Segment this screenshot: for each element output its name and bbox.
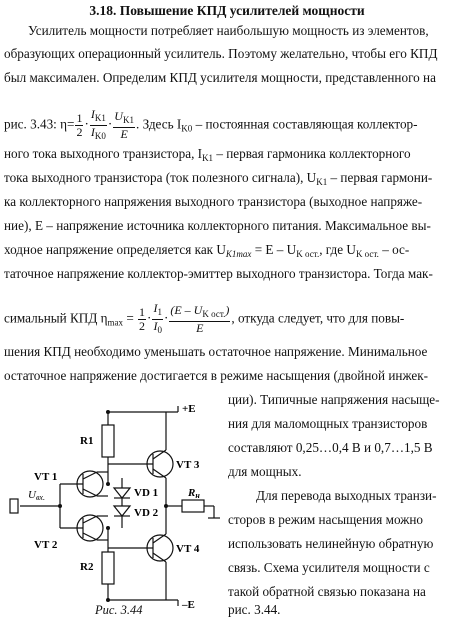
- label-plus-e: +E: [182, 403, 196, 415]
- text-line-1: Усилитель мощности потребляет наибольшую мощность из элементов,: [28, 23, 429, 38]
- text-line-9: ходное напряжение определяется как $U_{K1max} = E - U_{K ост.}$, где $U_{K ост.} - ос-$: [4, 242, 410, 259]
- text-line-13: остаточное напряжение достигается в режиме насыщения (двойной инжек-: [4, 368, 429, 383]
- text-line-2: образующих операционный усилитель. Поэтому желательно, чтобы его КПД: [4, 46, 438, 61]
- circuit-diagram: [0, 398, 220, 619]
- label-vt3: VT 3: [176, 459, 200, 471]
- fraction-voltage: $\frac{U_{K1}}{E}$: [114, 109, 134, 141]
- label-vt1: VT 1: [34, 471, 58, 483]
- right-line-8: связь. Схема усилителя мощности с: [228, 560, 430, 575]
- figure-caption: Рис. 3.44: [95, 603, 143, 617]
- label-minus-e: –E: [182, 599, 195, 611]
- label-vt4: VT 4: [176, 543, 200, 555]
- diode-vd1: [114, 488, 130, 498]
- resistor-rn: [182, 500, 204, 512]
- text-line-12: шения КПД необходимо уменьшать остаточное напряжение. Минимальное: [4, 344, 428, 359]
- input-terminal: [10, 499, 18, 513]
- resistor-r2: [102, 552, 114, 584]
- label-vd1: VD 1: [134, 487, 159, 499]
- label-r1: R1: [80, 435, 94, 447]
- section-heading: 3.18. Повышение КПД усилителей мощности: [89, 3, 365, 18]
- text-line-3: был максимален. Определим КПД усилителя мощности, представленного на: [4, 70, 436, 85]
- right-line-3: составляют 0,25…0,4 В и 0,7…1,5 В: [228, 440, 433, 455]
- right-line-9: такой обратной связью показана на: [228, 584, 426, 599]
- fraction-current-2: $\frac{I_1}{I_0}$: [153, 301, 162, 335]
- right-line-5: Для перевода выходных транзи-: [256, 488, 437, 503]
- label-vd2: VD 2: [134, 507, 159, 519]
- text-line-4-formula: рис. 3.43: η= $\frac{1}{2}$ · $\frac{I_{K1}}{I_{K0}}$ · $\frac{U_{K1}}{E}$ . Здесь $I_{K0}$ – постоянная составляющая коллектор-: [4, 107, 418, 141]
- right-line-1: ции). Типичные напряжения насыще-: [228, 392, 440, 407]
- right-line-2: ния для маломощных транзисторов: [228, 416, 428, 431]
- fraction-current: $\frac{I_{K1}}{I_{K0}}$: [90, 107, 106, 141]
- text-line-7: ка коллекторного напряжения выходного транзистора (выходное напряже-: [4, 194, 423, 209]
- right-line-4: для мощных.: [228, 464, 302, 479]
- label-uin: Uвх.: [28, 489, 45, 502]
- label-r2: R2: [80, 561, 94, 573]
- diode-vd2: [114, 506, 130, 516]
- text-line-5: ного тока выходного транзистора, $I_{K1}$ – первая гармоника коллекторного: [4, 146, 411, 163]
- text-line-11-formula: симальный КПД $\eta_{max}$ = $\frac{1}{2}$ · $\frac{I_1}{I_0}$ · $\frac{(E - U_{K ост.})}{E}$ , откуда следует, что для повы-: [4, 301, 405, 335]
- right-line-10: рис. 3.44.: [228, 602, 281, 617]
- text-line-8: ние), E – напряжение источника коллекторного питания. Максимальное вы-: [4, 218, 431, 233]
- label-rn: Rн: [188, 487, 200, 500]
- right-line-7: использовать нелинейную обратную: [228, 536, 434, 551]
- fraction-voltage-2: $\frac{(E - U_{K ост.})}{E}$: [170, 303, 230, 335]
- label-vt2: VT 2: [34, 539, 58, 551]
- right-line-6: сторов в режим насыщения можно: [228, 512, 424, 527]
- text-line-10: таточное напряжение коллектор-эмиттер выходного транзистора. Тогда мак-: [4, 266, 433, 281]
- text-line-6: тока выходного транзистора (ток полезного сигнала), $U_{K1}$ – первая гармони-: [4, 170, 433, 187]
- fraction-half-2: $\frac{1}{2}$: [139, 305, 146, 333]
- resistor-r1: [102, 425, 114, 457]
- formula-prefix: рис. 3.43: η=: [4, 116, 75, 132]
- fraction-half: $\frac{1}{2}$: [76, 111, 83, 139]
